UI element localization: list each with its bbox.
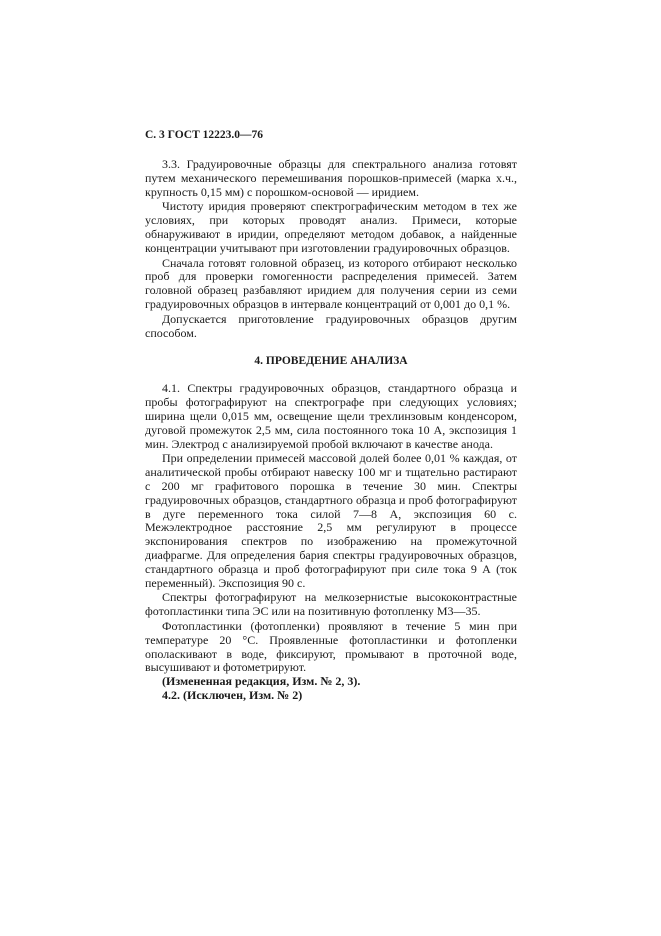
paragraph-photo-plates: Спектры фотографируют на мелкозернистые высококонтрастные фотопластинки типа ЭС или на позитивную фотопленку М3—35.: [145, 590, 517, 619]
paragraph-4-1: 4.1. Спектры градуировочных образцов, стандартного образца и пробы фотографируют на спектрографе при следующих условиях; ширина щели 0,015 мм, освещение щели трехлинзовым конденсором, дуговой промежуток 2,5 мм, сила постоянного тока 10 А, экспозиция 1 мин. Электрод с анализируемой пробой включают в качестве анода.: [145, 381, 517, 451]
amendment-note: (Измененная редакция, Изм. № 2, 3).: [162, 674, 361, 689]
paragraph-impurities: При определении примесей массовой долей более 0,01 % каждая, от аналитической пробы отбирают навеску 100 мг и тщательно растирают с 200 мг графитового порошка в течение 30 мин. Спектры градуировочных образцов, стандартного образца и проб фотографируют в дуге переменного тока силой 7—8 А, экспозиция 60 с. Межэлектродное расстояние 2,5 мм регулируют в процессе экспонирования спектров по изображению на промежуточной диафрагме. Для определения бария спектры градуировочных образцов, стандартного образца и проб фотографируют при силе тока 9 А (ток переменный). Экспозиция 90 с.: [145, 451, 517, 590]
page-header: С. 3 ГОСТ 12223.0—76: [145, 129, 264, 141]
document-page: [145, 128, 517, 703]
paragraph-head-sample: Сначала готовят головной образец, из которого отбирают несколько проб для проверки гомогенности распределения примесей. Затем головной образец разбавляют иридием для получения серии из семи градуировочных образцов в интервале концентраций от 0,001 до 0,1 %.: [145, 255, 517, 311]
paragraph-4-2: 4.2. (Исключен, Изм. № 2): [162, 687, 303, 702]
paragraph-development: Фотопластинки (фотопленки) проявляют в течение 5 мин при температуре 20 °С. Проявленные фотопластинки и фотопленки ополаскивают в воде, фиксируют, промывают в проточной воде, высушивают и фотометрируют.: [145, 618, 517, 675]
paragraph-3-3: 3.3. Градуировочные образцы для спектрального анализа готовят путем механического перемешивания порошков-примесей (марка х.ч., крупность 0,15 мм) с порошком-основой — иридием.: [145, 157, 517, 199]
paragraph-iridium-purity: Чистоту иридия проверяют спектрографическим методом в тех же условиях, при которых проводят анализ. Примеси, которые обнаруживают в иридии, определяют методом добавок, а найденные концентрации учитывают при изготовлении градуировочных образцов.: [145, 199, 517, 255]
section-title-analysis: 4. ПРОВЕДЕНИЕ АНАЛИЗА: [254, 355, 408, 368]
paragraph-other-method: Допускается приготовление градуировочных образцов другим способом.: [145, 311, 517, 340]
